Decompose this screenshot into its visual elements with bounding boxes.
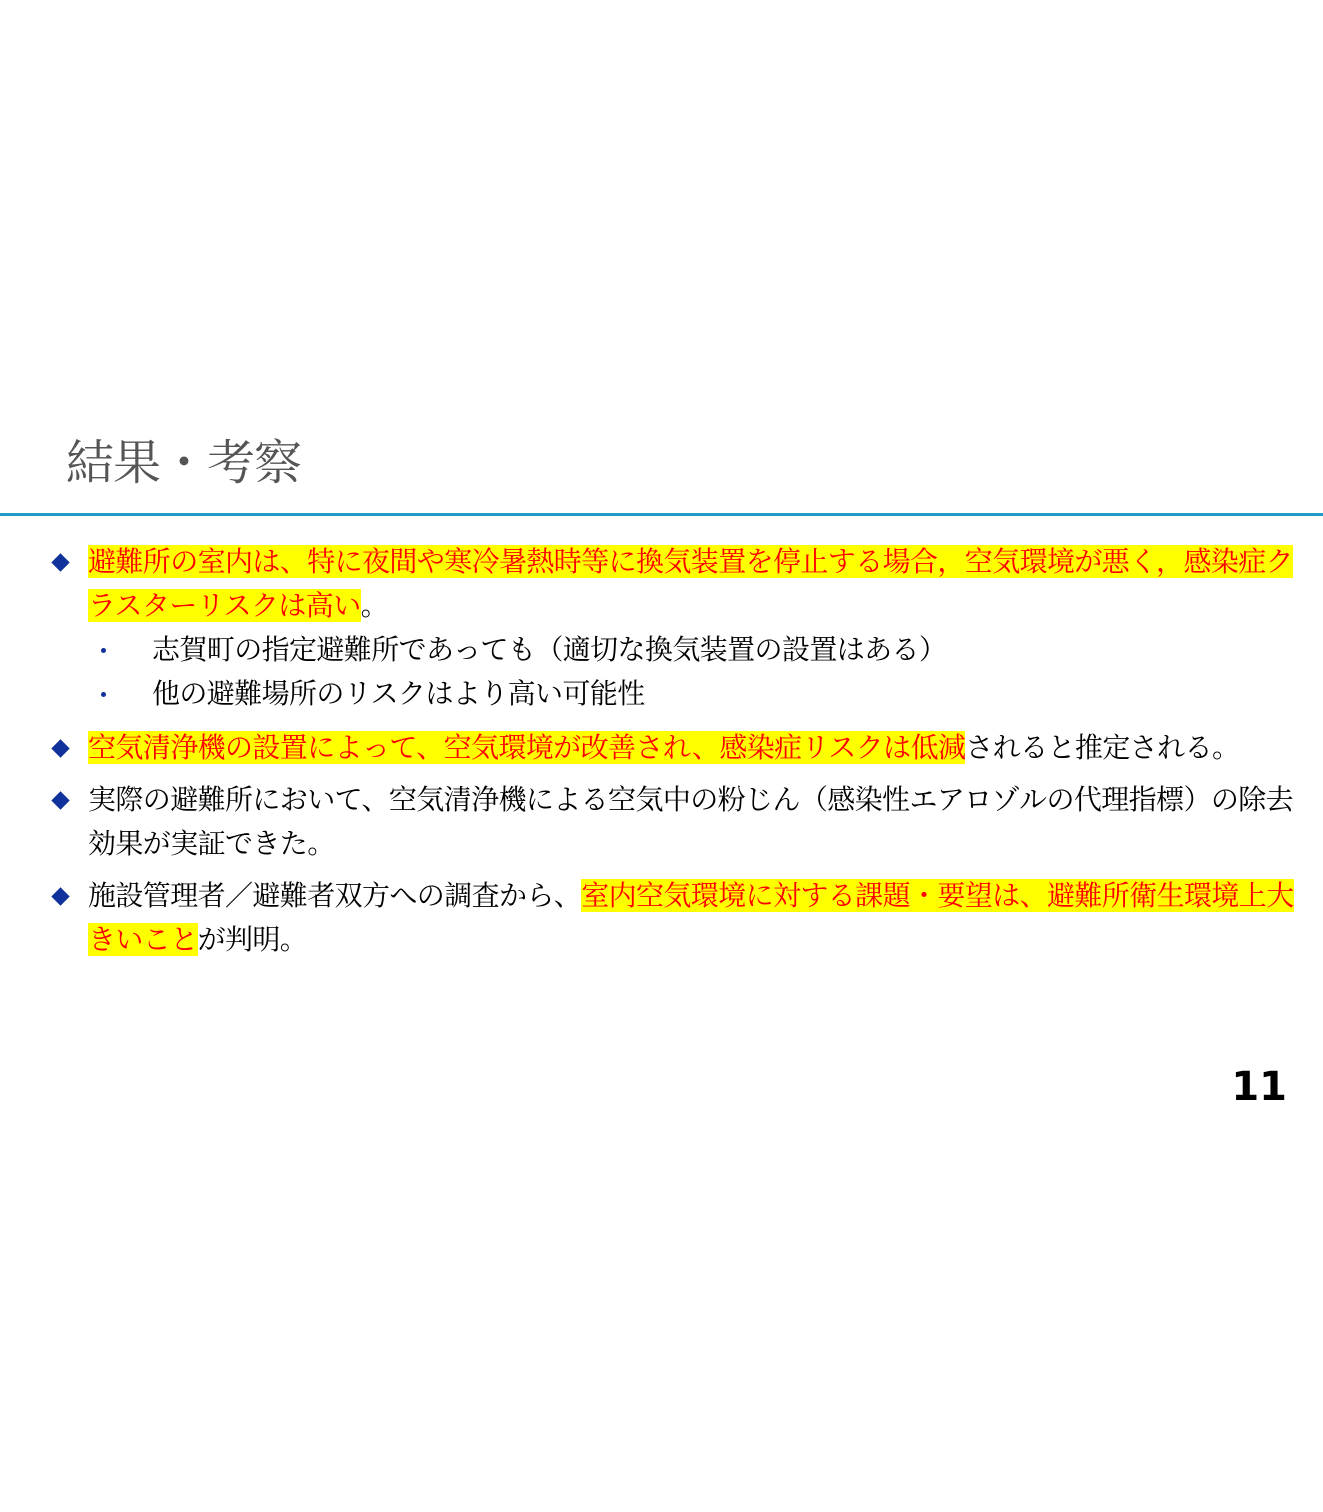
- sub-bullet-item-2: [52, 672, 1302, 716]
- diamond-bullet-icon: [51, 553, 69, 571]
- diamond-bullet-icon: [51, 739, 69, 757]
- title-divider: [0, 513, 1323, 516]
- slide-title: 結果・考察: [66, 435, 302, 491]
- diamond-bullet-icon: [51, 791, 69, 809]
- page-number: 11: [1231, 1064, 1287, 1110]
- bullet-text-tail: 。: [360, 589, 389, 622]
- bullet-item-1: [52, 540, 1302, 628]
- bullet-text-tail: されると推定される。: [965, 731, 1240, 764]
- dot-bullet-icon: [101, 648, 106, 653]
- bullet-text-tail: が判明。: [197, 923, 308, 956]
- highlighted-text: 室内空気環境に対する課題・要望は、避難所衛生環境上大きいこと: [88, 879, 1294, 956]
- sub-bullet-text: 志賀町の指定避難所であっても（適切な換気装置の設置はある）: [152, 633, 947, 666]
- highlighted-text: 空気清浄機の設置によって、空気環境が改善され、感染症リスクは低減: [88, 731, 966, 764]
- bullet-list: [52, 540, 1302, 962]
- dot-bullet-icon: [101, 692, 106, 697]
- bullet-item-2: [52, 726, 1302, 770]
- diamond-bullet-icon: [51, 887, 69, 905]
- bullet-text: 実際の避難所において、空気清浄機による空気中の粉じん（感染性エアロゾルの代理指標）の除去効果が実証できた。: [88, 783, 1294, 860]
- bullet-text-lead: 施設管理者／避難者双方への調査から、: [88, 879, 582, 912]
- bullet-item-4: [52, 874, 1302, 962]
- bullet-item-3: [52, 778, 1302, 866]
- sub-bullet-text: 他の避難場所のリスクはより高い可能性: [152, 677, 645, 710]
- highlighted-text: 避難所の室内は、特に夜間や寒冷暑熱時等に換気装置を停止する場合，空気環境が悪く，感染症クラスターリスクは高い: [88, 545, 1294, 622]
- sub-bullet-item-1: [52, 628, 1302, 672]
- sub-bullet-list: [52, 628, 1302, 716]
